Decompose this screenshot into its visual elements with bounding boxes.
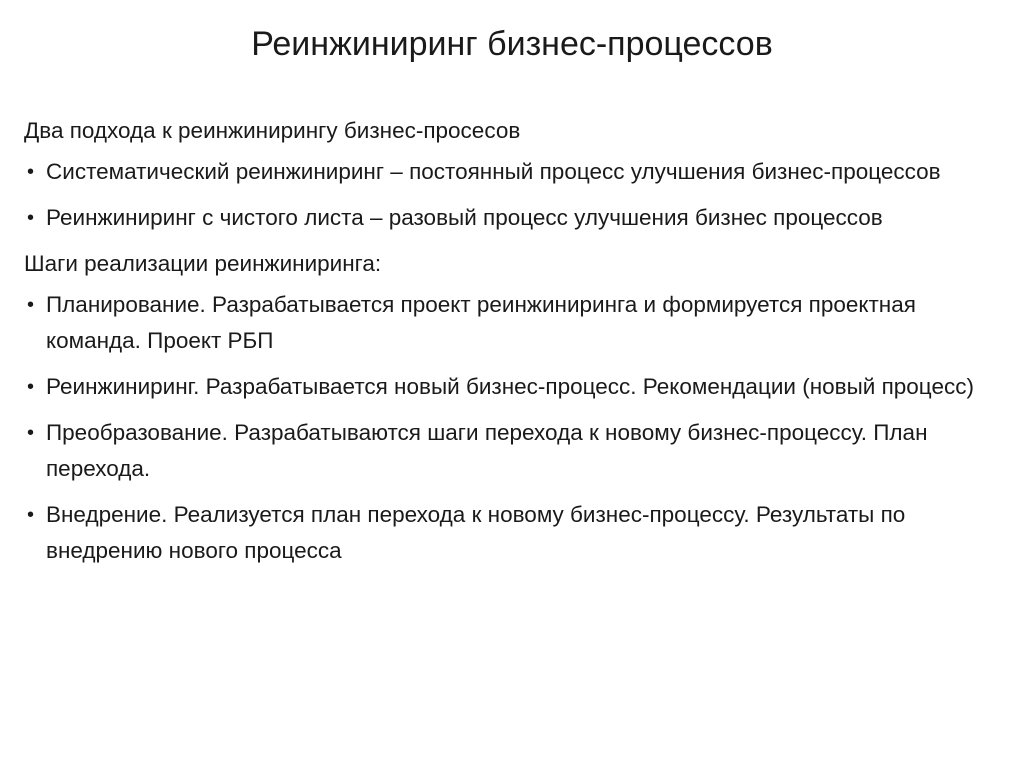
list-item-clean-slate — [24, 200, 984, 236]
bullet-text: Преобразование. Разрабатываются шаги перехода к новому бизнес-процессу. План перехода. — [46, 420, 928, 481]
bullet-icon: • — [27, 294, 35, 316]
list-item-implementation — [24, 497, 984, 569]
bullet-icon: • — [27, 161, 35, 183]
bullet-text: Внедрение. Реализуется план перехода к новому бизнес-процессу. Результаты по внедрению нового процесса — [46, 502, 906, 563]
bullet-text: Реинжиниринг с чистого листа – разовый процесс улучшения бизнес процессов — [46, 205, 883, 230]
list-item-systematic — [24, 154, 984, 190]
steps-list — [24, 287, 984, 569]
steps-heading: Шаги реализации реинжиниринга: — [24, 251, 382, 276]
bullet-text: Систематический реинжиниринг – постоянный процесс улучшения бизнес-процессов — [46, 159, 941, 184]
list-item-planning — [24, 287, 984, 359]
slide-title: Реинжиниринг бизнес-процессов — [251, 25, 773, 63]
bullet-icon: • — [27, 376, 35, 398]
list-item-reengineering — [24, 369, 984, 405]
bullet-icon: • — [27, 207, 35, 229]
bullet-icon: • — [27, 422, 35, 444]
list-item-transformation — [24, 415, 984, 487]
slide-content — [24, 113, 984, 579]
bullet-text: Реинжиниринг. Разрабатывается новый бизнес-процесс. Рекомендации (новый процесс) — [46, 374, 974, 399]
approaches-heading: Два подхода к реинжинирингу бизнес-просесов — [24, 118, 521, 143]
approaches-list — [24, 154, 984, 236]
bullet-icon: • — [27, 504, 35, 526]
bullet-text: Планирование. Разрабатывается проект реинжиниринга и формируется проектная команда. Проект РБП — [46, 292, 916, 353]
